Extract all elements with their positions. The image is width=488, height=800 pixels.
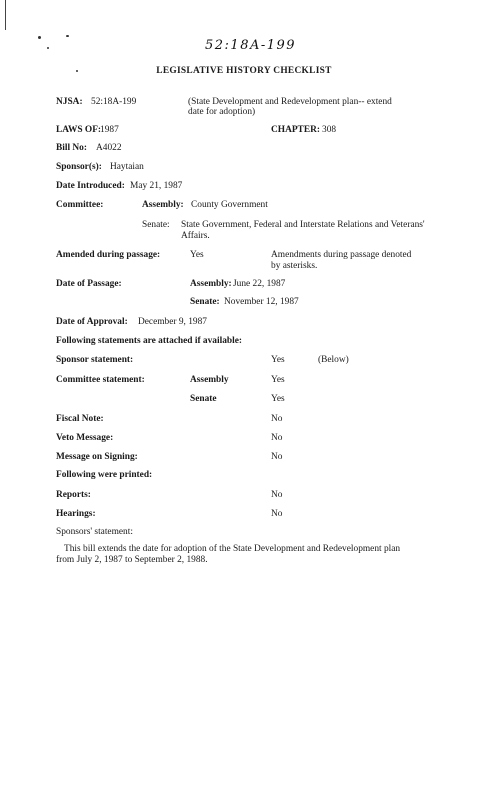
veto-message-value: No xyxy=(271,433,283,443)
committee-statement-label: Committee statement: xyxy=(56,375,145,385)
sponsor-statement-note: (Below) xyxy=(318,355,349,365)
njsa-label: NJSA: xyxy=(56,97,83,107)
bill-description-line2: date for adoption) xyxy=(188,107,256,117)
message-on-signing-value: No xyxy=(271,452,283,462)
date-of-approval-label: Date of Approval: xyxy=(56,317,128,327)
laws-of-label: LAWS OF: xyxy=(56,125,102,135)
date-introduced-label: Date Introduced: xyxy=(56,181,125,191)
scan-speck xyxy=(38,36,41,39)
message-on-signing-label: Message on Signing: xyxy=(56,452,138,462)
hearings-value: No xyxy=(271,509,283,519)
scan-speck xyxy=(66,35,69,37)
chapter-label: CHAPTER: xyxy=(271,125,320,135)
amended-label: Amended during passage: xyxy=(56,250,161,260)
date-of-passage-label: Date of Passage: xyxy=(56,279,122,289)
njsa-value: 52:18A-199 xyxy=(91,97,137,107)
printed-heading: Following were printed: xyxy=(56,470,153,480)
veto-message-label: Veto Message: xyxy=(56,433,114,443)
amended-value: Yes xyxy=(190,250,204,260)
hearings-label: Hearings: xyxy=(56,509,96,519)
committee-label: Committee: xyxy=(56,200,104,210)
bill-description-line1: (State Development and Redevelopment plan-- extend xyxy=(188,97,392,107)
sponsors-statement-heading: Sponsors' statement: xyxy=(56,527,133,537)
handwritten-statute-number: 52:18A-199 xyxy=(205,38,297,53)
page-title: LEGISLATIVE HISTORY CHECKLIST xyxy=(156,66,332,76)
committee-statement-senate-label: Senate xyxy=(190,394,217,404)
passage-assembly-value: June 22, 1987 xyxy=(233,279,286,289)
chapter-value: 308 xyxy=(322,125,337,135)
sponsor-statement-value: Yes xyxy=(271,355,285,365)
reports-label: Reports: xyxy=(56,490,91,500)
sponsor-statement-label: Sponsor statement: xyxy=(56,355,134,365)
reports-value: No xyxy=(271,490,283,500)
committee-assembly-label: Assembly: xyxy=(142,200,184,210)
fiscal-note-label: Fiscal Note: xyxy=(56,414,104,424)
passage-senate-value: November 12, 1987 xyxy=(224,297,299,307)
committee-statement-senate-value: Yes xyxy=(271,394,285,404)
scan-edge-mark xyxy=(5,0,6,30)
committee-statement-assembly-label: Assembly xyxy=(190,375,229,385)
bill-number-label: Bill No: xyxy=(56,143,87,153)
amended-note: Amendments during passage denoted by asterisks. xyxy=(271,250,412,271)
passage-assembly-label: Assembly: xyxy=(190,279,232,289)
passage-senate-label: Senate: xyxy=(190,297,220,307)
date-introduced-value: May 21, 1987 xyxy=(130,181,183,191)
fiscal-note-value: No xyxy=(271,414,283,424)
committee-assembly-value: County Government xyxy=(191,200,268,210)
sponsor-label: Sponsor(s): xyxy=(56,162,102,172)
laws-of-value: 1987 xyxy=(100,125,119,135)
attached-statements-heading: Following statements are attached if available: xyxy=(56,336,242,346)
committee-senate-value: State Government, Federal and Interstate Relations and Veterans' Affairs. xyxy=(181,220,425,241)
sponsors-statement-body: This bill extends the date for adoption of the State Development and Redevelopment plan from July 2, 1987 to September 2, 1988. xyxy=(56,544,401,565)
scan-speck xyxy=(47,47,49,49)
date-of-approval-value: December 9, 1987 xyxy=(138,317,207,327)
bill-number-value: A4022 xyxy=(96,143,122,153)
committee-statement-assembly-value: Yes xyxy=(271,375,285,385)
sponsor-value: Haytaian xyxy=(110,162,144,172)
committee-senate-label: Senate: xyxy=(142,220,170,230)
